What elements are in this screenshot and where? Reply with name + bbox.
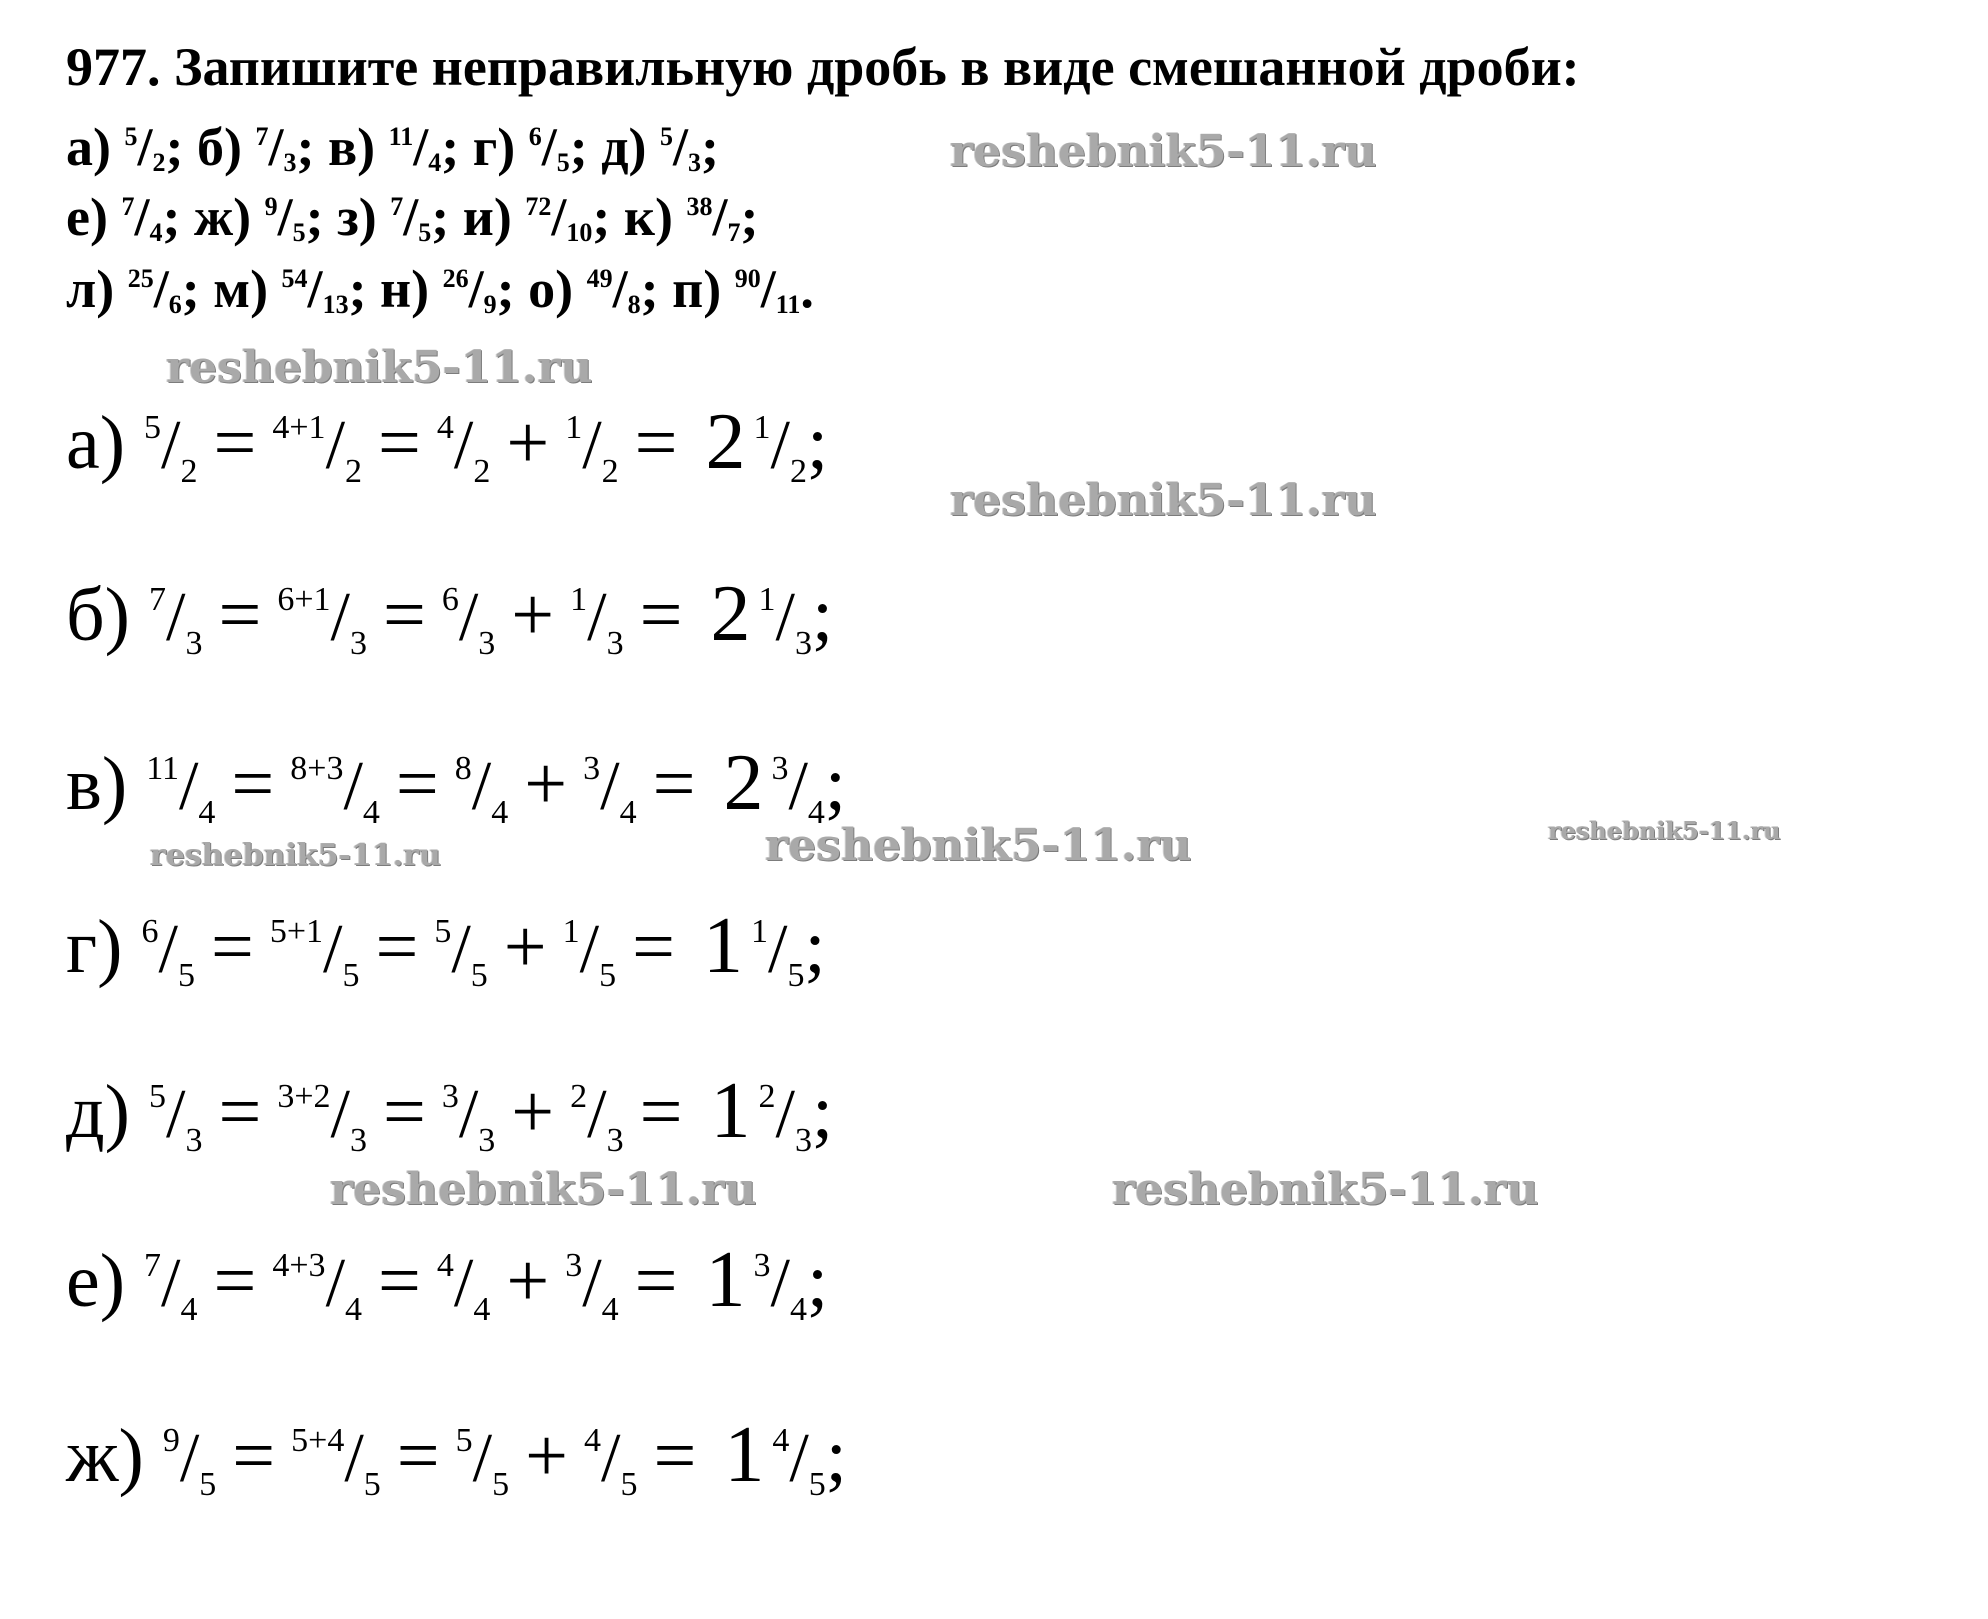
fraction-denominator: 3 xyxy=(606,1122,624,1159)
fraction-numerator: 3 xyxy=(565,1247,583,1284)
fraction-slash: / xyxy=(541,117,557,177)
fraction-numerator: 4+3 xyxy=(272,1247,326,1284)
task-fraction xyxy=(121,187,162,247)
whole-part-fraction xyxy=(441,1070,496,1159)
task-item-label: к) xyxy=(623,187,673,247)
fraction-slash: / xyxy=(673,117,689,177)
fraction-denominator: 6 xyxy=(168,290,182,319)
fraction-denominator: 3 xyxy=(688,148,702,177)
fraction-slash: / xyxy=(330,579,350,656)
fraction-slash: / xyxy=(551,187,567,247)
equals-sign: = xyxy=(634,1239,678,1323)
task-item-label: о) xyxy=(528,259,574,319)
fraction-denominator: 3 xyxy=(606,625,624,662)
task-fraction xyxy=(587,259,641,319)
task-item-label: н) xyxy=(380,259,430,319)
fraction-denominator: 3 xyxy=(794,1122,812,1159)
mixed-fraction-part xyxy=(758,573,812,662)
fraction-numerator: 9 xyxy=(162,1422,180,1459)
fraction-slash: / xyxy=(712,187,728,247)
fraction-numerator: 7 xyxy=(148,581,166,618)
fraction-slash: / xyxy=(451,911,471,988)
improper-fraction xyxy=(146,742,216,831)
plus-sign: + xyxy=(506,1239,550,1323)
fraction-slash: / xyxy=(789,1420,809,1497)
task-fraction xyxy=(443,259,497,319)
fraction-denominator: 5 xyxy=(470,957,488,994)
line-end-punctuation: ; xyxy=(811,1070,834,1154)
improper-fraction xyxy=(144,1239,198,1328)
equals-sign: = xyxy=(639,573,683,657)
whole-part-fraction xyxy=(454,742,509,831)
solution-a xyxy=(66,398,829,490)
solution-v xyxy=(66,739,847,831)
fraction-numerator: 1 xyxy=(750,913,768,950)
task-separator: ; xyxy=(496,259,515,319)
fraction-slash: / xyxy=(775,1076,795,1153)
mixed-fraction-part xyxy=(772,1414,826,1503)
fraction-numerator: 8 xyxy=(454,750,472,787)
fraction-numerator: 4 xyxy=(584,1422,601,1459)
whole-part-fraction xyxy=(436,1239,491,1328)
fraction-denominator: 4 xyxy=(345,1291,363,1328)
fraction-slash: / xyxy=(770,1245,790,1322)
task-separator: ; xyxy=(569,117,588,177)
fraction-slash: / xyxy=(307,259,323,319)
fraction-denominator: 3 xyxy=(478,1122,496,1159)
watermark: reshebnik5-11.ru xyxy=(330,1164,757,1215)
task-item-label: б) xyxy=(196,117,242,177)
solution-label: е) xyxy=(66,1239,126,1323)
fraction-slash: / xyxy=(468,259,484,319)
equals-sign: = xyxy=(395,742,439,826)
improper-fraction xyxy=(144,401,198,490)
fraction-numerator: 72 xyxy=(525,192,552,221)
fraction-slash: / xyxy=(158,911,178,988)
fraction-slash: / xyxy=(788,748,808,825)
fraction-denominator: 5 xyxy=(342,957,360,994)
fraction-denominator: 2 xyxy=(180,453,198,490)
fraction-denominator: 3 xyxy=(185,1122,203,1159)
task-item-label: и) xyxy=(462,187,512,247)
line-end-punctuation: ; xyxy=(807,401,829,485)
watermark: reshebnik5-11.ru xyxy=(166,342,593,393)
fraction-numerator: 2 xyxy=(758,1078,776,1115)
fraction-denominator: 3 xyxy=(349,625,367,662)
task-fraction xyxy=(255,117,296,177)
equals-sign: = xyxy=(632,905,675,989)
plus-sign: + xyxy=(511,1070,555,1154)
task-title: 977. Запишите неправильную дробь в виде смешанной дроби: xyxy=(66,37,1580,97)
fraction-denominator: 4 xyxy=(362,794,380,831)
fraction-numerator: 3 xyxy=(753,1247,771,1284)
fraction-denominator: 7 xyxy=(727,218,741,247)
task-fraction xyxy=(525,187,592,247)
task-item-label: м) xyxy=(213,259,269,319)
fraction-denominator: 5 xyxy=(556,148,570,177)
fraction-slash: / xyxy=(325,407,346,484)
fraction-denominator: 3 xyxy=(349,1122,367,1159)
fraction-denominator: 4 xyxy=(149,218,163,247)
equals-sign: = xyxy=(213,401,257,485)
remainder-fraction xyxy=(570,573,624,662)
equals-sign: = xyxy=(213,1239,257,1323)
fraction-slash: / xyxy=(453,1245,474,1322)
fraction-denominator: 4 xyxy=(428,148,442,177)
equals-sign: = xyxy=(382,1070,426,1154)
fraction-denominator: 5 xyxy=(418,218,432,247)
solution-label: д) xyxy=(66,1070,130,1154)
remainder-fraction xyxy=(583,742,637,831)
fraction-slash: / xyxy=(587,1076,607,1153)
task-item-label: ж) xyxy=(193,187,252,247)
fraction-denominator: 2 xyxy=(601,453,619,490)
fraction-numerator: 5+4 xyxy=(291,1422,345,1459)
fraction-numerator: 6+1 xyxy=(277,581,331,618)
fraction-denominator: 5 xyxy=(808,1466,826,1503)
mixed-whole-part: 2 xyxy=(705,398,746,486)
fraction-denominator: 4 xyxy=(619,794,637,831)
mixed-whole-part: 1 xyxy=(705,1236,746,1324)
watermark: reshebnik5-11.ru xyxy=(1112,1164,1539,1215)
task-fraction xyxy=(529,117,570,177)
task-separator: ; xyxy=(305,187,324,247)
mixed-whole-part: 2 xyxy=(710,570,751,658)
solution-g xyxy=(66,902,826,994)
fraction-slash: / xyxy=(161,407,181,484)
fraction-denominator: 2 xyxy=(345,453,363,490)
fraction-numerator: 1 xyxy=(758,581,776,618)
fraction-denominator: 3 xyxy=(794,625,812,662)
fraction-denominator: 5 xyxy=(787,957,805,994)
fraction-numerator: 5+1 xyxy=(269,913,323,950)
equals-sign: = xyxy=(382,573,426,657)
fraction-denominator: 2 xyxy=(152,148,166,177)
task-separator: ; xyxy=(740,187,759,247)
task-separator: ; xyxy=(296,117,315,177)
solution-b xyxy=(66,570,834,662)
fraction-numerator: 26 xyxy=(442,264,469,293)
task-separator: ; xyxy=(181,259,200,319)
fraction-slash: / xyxy=(587,579,607,656)
line-end-punctuation: ; xyxy=(825,1414,847,1498)
remainder-fraction xyxy=(562,905,617,994)
mixed-fraction-part xyxy=(771,742,825,831)
remainder-fraction xyxy=(584,1414,638,1503)
mixed-whole-part: 1 xyxy=(710,1067,751,1155)
mixed-whole-part: 2 xyxy=(723,739,764,827)
plus-sign: + xyxy=(503,905,547,989)
line-end-punctuation: ; xyxy=(807,1239,829,1323)
fraction-numerator: 7 xyxy=(390,192,404,221)
fraction-denominator: 5 xyxy=(363,1466,381,1503)
fraction-numerator: 7 xyxy=(121,192,135,221)
fraction-slash: / xyxy=(165,579,186,656)
plus-sign: + xyxy=(525,1414,568,1498)
fraction-slash: / xyxy=(137,117,153,177)
task-item-label: з) xyxy=(337,187,377,247)
fraction-slash: / xyxy=(472,1420,493,1497)
equals-sign: = xyxy=(378,401,421,485)
fraction-denominator: 4 xyxy=(198,794,216,831)
fraction-slash: / xyxy=(165,1076,186,1153)
fraction-numerator: 2 xyxy=(570,1078,588,1115)
fraction-slash: / xyxy=(179,1420,200,1497)
plus-sign: + xyxy=(511,573,555,657)
fraction-numerator: 11 xyxy=(146,750,179,787)
fraction-slash: / xyxy=(277,187,293,247)
fraction-numerator: 6 xyxy=(528,122,542,151)
task-fraction xyxy=(687,187,741,247)
fraction-numerator: 7 xyxy=(255,122,269,151)
fraction-numerator: 8+3 xyxy=(290,750,344,787)
solution-label: в) xyxy=(66,742,128,826)
fraction-slash: / xyxy=(330,1076,350,1153)
fraction-numerator: 5 xyxy=(434,913,452,950)
fraction-slash: / xyxy=(325,1245,346,1322)
fraction-slash: / xyxy=(343,748,363,825)
task-separator: ; xyxy=(592,187,611,247)
task-item-label: а) xyxy=(66,117,111,177)
fraction-denominator: 4 xyxy=(180,1291,198,1328)
task-row-1 xyxy=(66,117,720,177)
fraction-numerator: 38 xyxy=(686,192,713,221)
task-row-2 xyxy=(66,187,759,247)
task-separator: ; xyxy=(701,117,720,177)
watermark: reshebnik5-11.ru xyxy=(950,475,1377,526)
task-fraction xyxy=(735,259,801,319)
fraction-numerator: 6 xyxy=(141,913,159,950)
fraction-numerator: 9 xyxy=(264,192,278,221)
fraction-numerator: 7 xyxy=(144,1247,162,1284)
equals-sign: = xyxy=(639,1070,683,1154)
split-numerator-fraction xyxy=(277,573,367,662)
whole-part-fraction xyxy=(441,573,496,662)
split-numerator-fraction xyxy=(277,1070,367,1159)
task-fraction xyxy=(390,187,431,247)
split-numerator-fraction xyxy=(290,742,380,831)
fraction-slash: / xyxy=(403,187,419,247)
solution-e xyxy=(66,1236,829,1328)
fraction-numerator: 5 xyxy=(660,122,674,151)
task-fraction xyxy=(124,117,165,177)
watermark: reshebnik5-11.ru xyxy=(150,838,441,873)
equals-sign: = xyxy=(210,905,254,989)
fraction-slash: / xyxy=(323,911,343,988)
fraction-slash: / xyxy=(767,911,788,988)
task-fraction xyxy=(265,187,306,247)
fraction-denominator: 9 xyxy=(483,290,497,319)
fraction-numerator: 11 xyxy=(388,122,414,151)
fraction-numerator: 1 xyxy=(753,409,771,446)
task-separator: ; xyxy=(162,187,181,247)
fraction-denominator: 5 xyxy=(199,1466,217,1503)
fraction-denominator: 13 xyxy=(322,290,349,319)
task-item-label: в) xyxy=(327,117,376,177)
task-separator: . xyxy=(800,259,814,319)
line-end-punctuation: ; xyxy=(824,742,847,826)
split-numerator-fraction xyxy=(272,401,363,490)
fraction-denominator: 5 xyxy=(599,957,617,994)
task-separator: ; xyxy=(431,187,450,247)
line-end-punctuation: ; xyxy=(811,573,834,657)
whole-part-fraction xyxy=(436,401,491,490)
solution-label: б) xyxy=(66,573,130,657)
fraction-numerator: 5 xyxy=(144,409,162,446)
equals-sign: = xyxy=(232,1414,276,1498)
task-item-label: л) xyxy=(66,259,115,319)
split-numerator-fraction xyxy=(269,905,360,994)
task-row-3 xyxy=(66,259,814,319)
fraction-numerator: 4 xyxy=(772,1422,790,1459)
task-item-label: п) xyxy=(672,259,722,319)
equals-sign: = xyxy=(218,573,262,657)
fraction-numerator: 3+2 xyxy=(277,1078,331,1115)
task-fraction xyxy=(660,117,701,177)
equals-sign: = xyxy=(634,401,678,485)
fraction-denominator: 5 xyxy=(492,1466,510,1503)
fraction-numerator: 49 xyxy=(586,264,613,293)
improper-fraction xyxy=(148,573,203,662)
remainder-fraction xyxy=(570,1070,624,1159)
equals-sign: = xyxy=(396,1414,440,1498)
fraction-numerator: 4 xyxy=(436,1247,454,1284)
task-separator: ; xyxy=(640,259,659,319)
task-fraction xyxy=(282,259,349,319)
fraction-slash: / xyxy=(760,259,776,319)
fraction-slash: / xyxy=(600,748,620,825)
solution-d xyxy=(66,1067,834,1159)
fraction-denominator: 10 xyxy=(566,218,593,247)
whole-part-fraction xyxy=(434,905,488,994)
split-numerator-fraction xyxy=(272,1239,363,1328)
fraction-numerator: 25 xyxy=(127,264,154,293)
watermark: reshebnik5-11.ru xyxy=(1548,816,1781,845)
fraction-slash: / xyxy=(582,1245,602,1322)
fraction-denominator: 3 xyxy=(185,625,203,662)
plus-sign: + xyxy=(506,401,550,485)
mixed-fraction-part xyxy=(750,905,805,994)
fraction-slash: / xyxy=(453,407,474,484)
fraction-slash: / xyxy=(579,911,600,988)
fraction-slash: / xyxy=(582,407,602,484)
fraction-numerator: 3 xyxy=(583,750,601,787)
task-fraction xyxy=(389,117,442,177)
fraction-numerator: 3 xyxy=(771,750,789,787)
fraction-numerator: 5 xyxy=(455,1422,473,1459)
fraction-denominator: 3 xyxy=(478,625,496,662)
fraction-numerator: 4+1 xyxy=(272,409,326,446)
line-end-punctuation: ; xyxy=(804,905,826,989)
fraction-numerator: 5 xyxy=(148,1078,166,1115)
fraction-denominator: 4 xyxy=(807,794,825,831)
equals-sign: = xyxy=(218,1070,262,1154)
split-numerator-fraction xyxy=(291,1414,381,1503)
fraction-numerator: 1 xyxy=(562,913,580,950)
solution-label: ж) xyxy=(66,1414,144,1498)
watermark: reshebnik5-11.ru xyxy=(765,820,1192,871)
fraction-slash: / xyxy=(458,1076,479,1153)
fraction-denominator: 4 xyxy=(491,794,509,831)
fraction-numerator: 54 xyxy=(281,264,308,293)
fraction-slash: / xyxy=(153,259,169,319)
fraction-numerator: 1 xyxy=(570,581,588,618)
solution-label: а) xyxy=(66,401,126,485)
mixed-fraction-part xyxy=(753,401,807,490)
fraction-denominator: 8 xyxy=(627,290,641,319)
task-item-label: д) xyxy=(601,117,647,177)
fraction-slash: / xyxy=(134,187,150,247)
improper-fraction xyxy=(141,905,195,994)
fraction-slash: / xyxy=(458,579,479,656)
fraction-denominator: 5 xyxy=(177,957,195,994)
mixed-fraction-part xyxy=(758,1070,812,1159)
remainder-fraction xyxy=(565,1239,619,1328)
fraction-slash: / xyxy=(612,259,628,319)
fraction-slash: / xyxy=(413,117,429,177)
fraction-slash: / xyxy=(178,748,199,825)
fraction-numerator: 3 xyxy=(441,1078,459,1115)
fraction-denominator: 5 xyxy=(620,1466,638,1503)
mixed-whole-part: 1 xyxy=(724,1411,765,1499)
mixed-whole-part: 1 xyxy=(702,902,743,990)
task-separator: ; xyxy=(165,117,184,177)
task-fraction xyxy=(128,259,182,319)
fraction-numerator: 4 xyxy=(436,409,454,446)
improper-fraction xyxy=(162,1414,217,1503)
fraction-numerator: 6 xyxy=(441,581,459,618)
fraction-numerator: 1 xyxy=(565,409,583,446)
fraction-denominator: 3 xyxy=(283,148,297,177)
fraction-slash: / xyxy=(471,748,492,825)
remainder-fraction xyxy=(565,401,619,490)
fraction-denominator: 2 xyxy=(790,453,807,490)
equals-sign: = xyxy=(231,742,275,826)
fraction-slash: / xyxy=(770,407,790,484)
task-item-label: г) xyxy=(472,117,516,177)
fraction-numerator: 5 xyxy=(124,122,138,151)
equals-sign: = xyxy=(378,1239,421,1323)
plus-sign: + xyxy=(524,742,568,826)
fraction-numerator: 90 xyxy=(734,264,761,293)
improper-fraction xyxy=(148,1070,203,1159)
solution-label: г) xyxy=(66,905,123,989)
task-separator: ; xyxy=(441,117,460,177)
task-separator: ; xyxy=(348,259,367,319)
fraction-denominator: 4 xyxy=(601,1291,619,1328)
task-item-label: е) xyxy=(66,187,108,247)
fraction-slash: / xyxy=(161,1245,181,1322)
fraction-denominator: 2 xyxy=(473,453,491,490)
fraction-slash: / xyxy=(268,117,284,177)
fraction-denominator: 5 xyxy=(292,218,306,247)
whole-part-fraction xyxy=(455,1414,510,1503)
fraction-slash: / xyxy=(344,1420,364,1497)
fraction-denominator: 4 xyxy=(790,1291,807,1328)
fraction-denominator: 4 xyxy=(473,1291,491,1328)
solution-zh xyxy=(66,1411,847,1503)
equals-sign: = xyxy=(375,905,419,989)
equals-sign: = xyxy=(653,1414,697,1498)
fraction-denominator: 11 xyxy=(775,290,801,319)
watermark: reshebnik5-11.ru xyxy=(950,126,1377,177)
equals-sign: = xyxy=(652,742,696,826)
fraction-slash: / xyxy=(601,1420,621,1497)
fraction-slash: / xyxy=(775,579,795,656)
mixed-fraction-part xyxy=(753,1239,807,1328)
